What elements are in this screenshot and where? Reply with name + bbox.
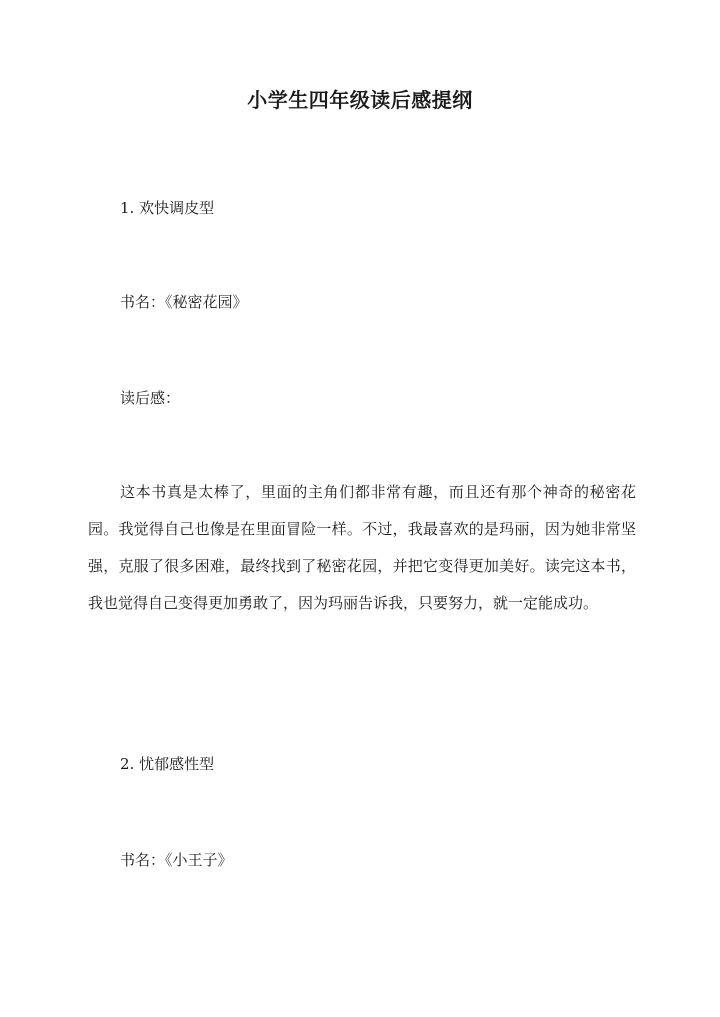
page-title: 小学生四年级读后感提纲 — [247, 88, 473, 112]
section-1-review-text: 这本书真是太棒了，里面的主角们都非常有趣，而且还有那个神奇的秘密花园。我觉得自己也像是在里面冒险一样。不过，我最喜欢的是玛丽，因为她非常坚强，克服了很多困难，最终找到了秘密花园，并把它变得更加美好。读完这本书，我也觉得自己变得更加勇敢了，因为玛丽告诉我，只要努力，就一定能成功。 — [88, 483, 636, 612]
section-2-book-title: 书名：《小王子》 — [120, 851, 233, 869]
section-1-heading: 1. 欢快调皮型 — [120, 199, 215, 217]
section-1-book-title: 书名：《秘密花园》 — [120, 293, 248, 311]
section-2-heading: 2. 忧郁感性型 — [120, 755, 215, 773]
section-1-review-label: 读后感： — [120, 389, 181, 407]
